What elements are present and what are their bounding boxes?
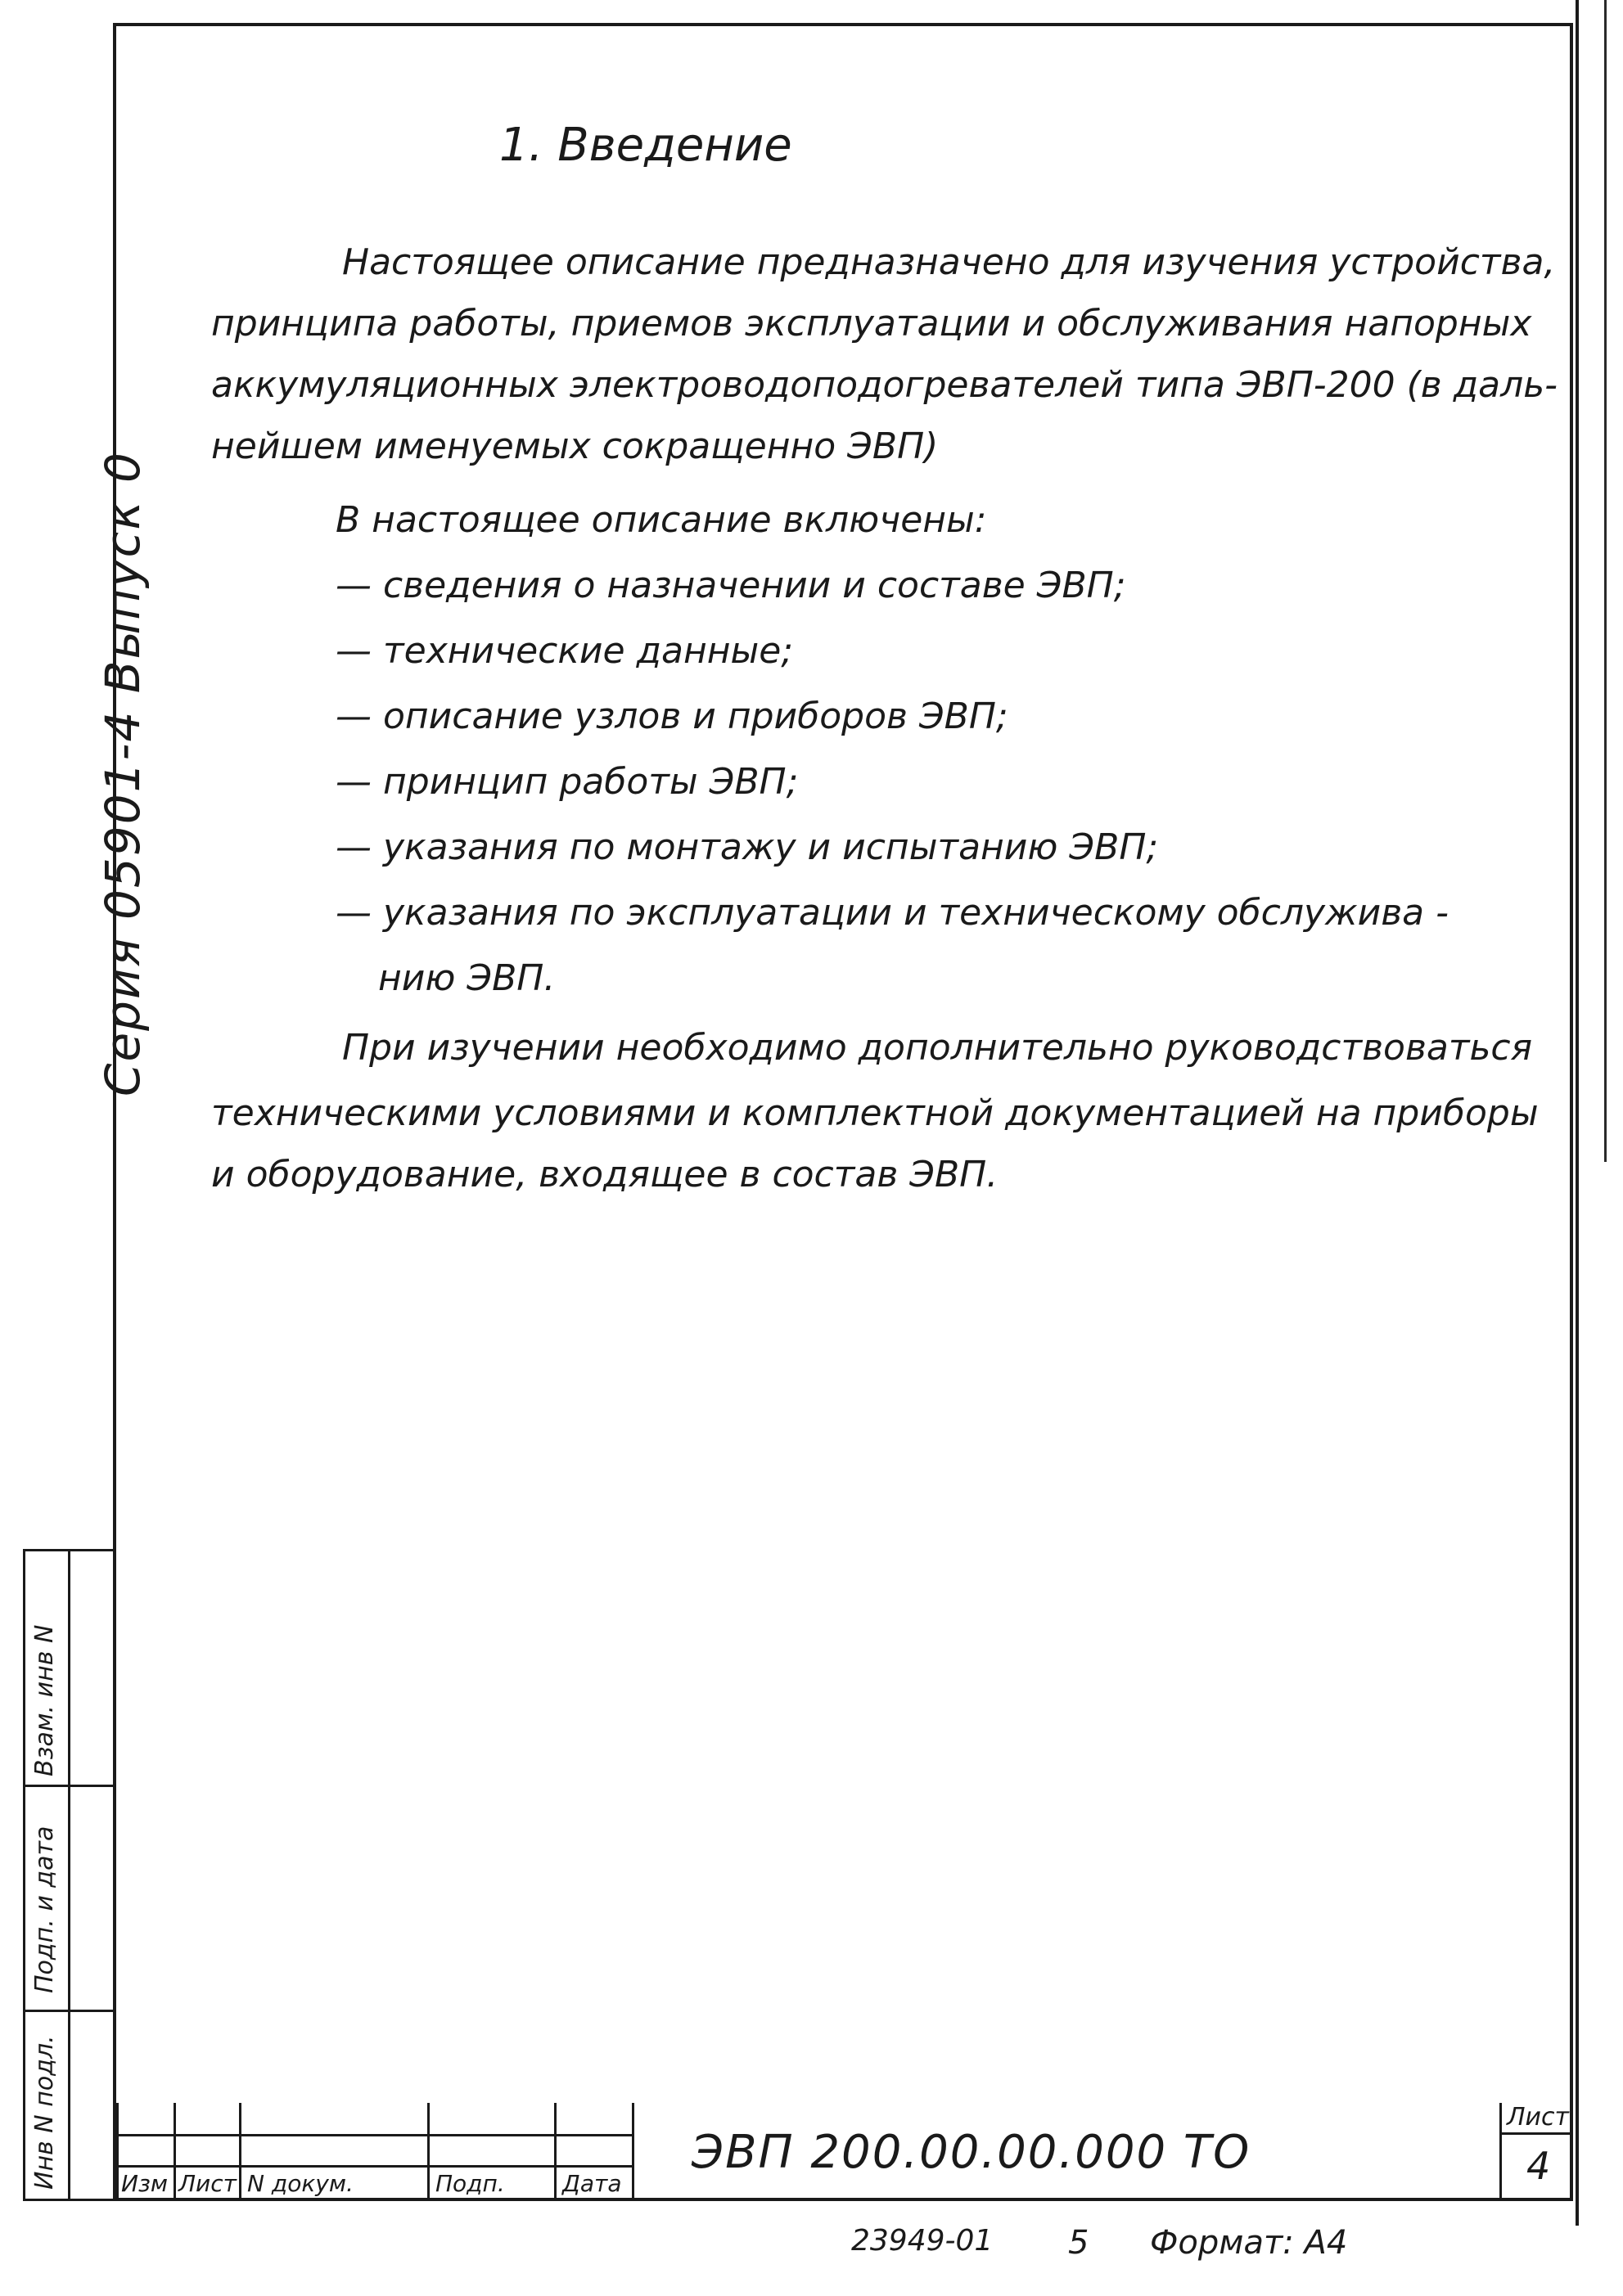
stamp-inv-podl-text: Инв N подл. [30, 2035, 59, 2190]
sheet-box [1499, 2103, 1573, 2198]
sheet-number: 4 [1526, 2144, 1551, 2188]
grid-line [116, 2103, 119, 2198]
sheet-divider [1502, 2132, 1573, 2135]
col-list: Лист [178, 2170, 237, 2197]
stamp-podp-data-text: Подп. и дата [30, 1826, 59, 1993]
grid-line [427, 2103, 430, 2198]
left-stamp-column [23, 1549, 113, 2201]
contents-item: — сведения о назначении и составе ЭВП; [336, 565, 1126, 606]
grid-line [239, 2103, 241, 2198]
intro-line: нейшем именуемых сокращенно ЭВП) [211, 425, 939, 467]
stamp-vertical-line [68, 1551, 70, 2199]
contents-item: — принцип работы ЭВП; [336, 761, 799, 803]
col-data: Дата [562, 2170, 622, 2197]
col-podp: Подп. [435, 2170, 505, 2197]
grid-line [632, 2103, 634, 2198]
archive-number: 23949-01 [851, 2224, 994, 2258]
closing-line: При изучении необходимо дополнительно руководствоваться [342, 1027, 1533, 1069]
contents-item: — указания по эксплуатации и техническому обслужива - [336, 892, 1449, 934]
grid-line [554, 2103, 557, 2198]
scan-artifact-line [1604, 0, 1607, 1162]
section-heading: 1. Введение [499, 119, 792, 172]
document-code: ЭВП 200.00.00.000 ТО [692, 2126, 1251, 2179]
contents-item: нию ЭВП. [378, 957, 556, 999]
intro-line: Настоящее описание предназначено для изучения устройства, [342, 241, 1556, 283]
contents-item: — описание узлов и приборов ЭВП; [336, 696, 1008, 737]
col-n-dokum: N докум. [247, 2170, 354, 2197]
sheet-label: Лист [1507, 2103, 1570, 2132]
stamp-vzam-inv-text: Взам. инв N [30, 1624, 59, 1776]
grid-line [174, 2103, 176, 2198]
intro-line: принципа работы, приемов эксплуатации и обслуживания напорных [211, 303, 1532, 344]
copy-number: 5 [1068, 2224, 1089, 2262]
closing-line: техническими условиями и комплектной документацией на приборы [211, 1092, 1539, 1134]
format-label: Формат: А4 [1150, 2224, 1348, 2262]
contents-item: — технические данные; [336, 630, 794, 672]
contents-item: — указания по монтажу и испытанию ЭВП; [336, 826, 1159, 868]
closing-line: и оборудование, входящее в состав ЭВП. [211, 1154, 999, 1195]
intro-line: аккумуляционных электроводоподогревателей типа ЭВП-200 (в даль- [211, 364, 1558, 406]
series-side-title-text: Серия 05901-4 Выпуск 0 [95, 451, 151, 1096]
title-block-grid [116, 2103, 632, 2198]
contents-intro: В настоящее описание включены: [336, 499, 987, 541]
col-izm: Изм [121, 2170, 168, 2197]
page-edge-line [1576, 0, 1579, 2226]
